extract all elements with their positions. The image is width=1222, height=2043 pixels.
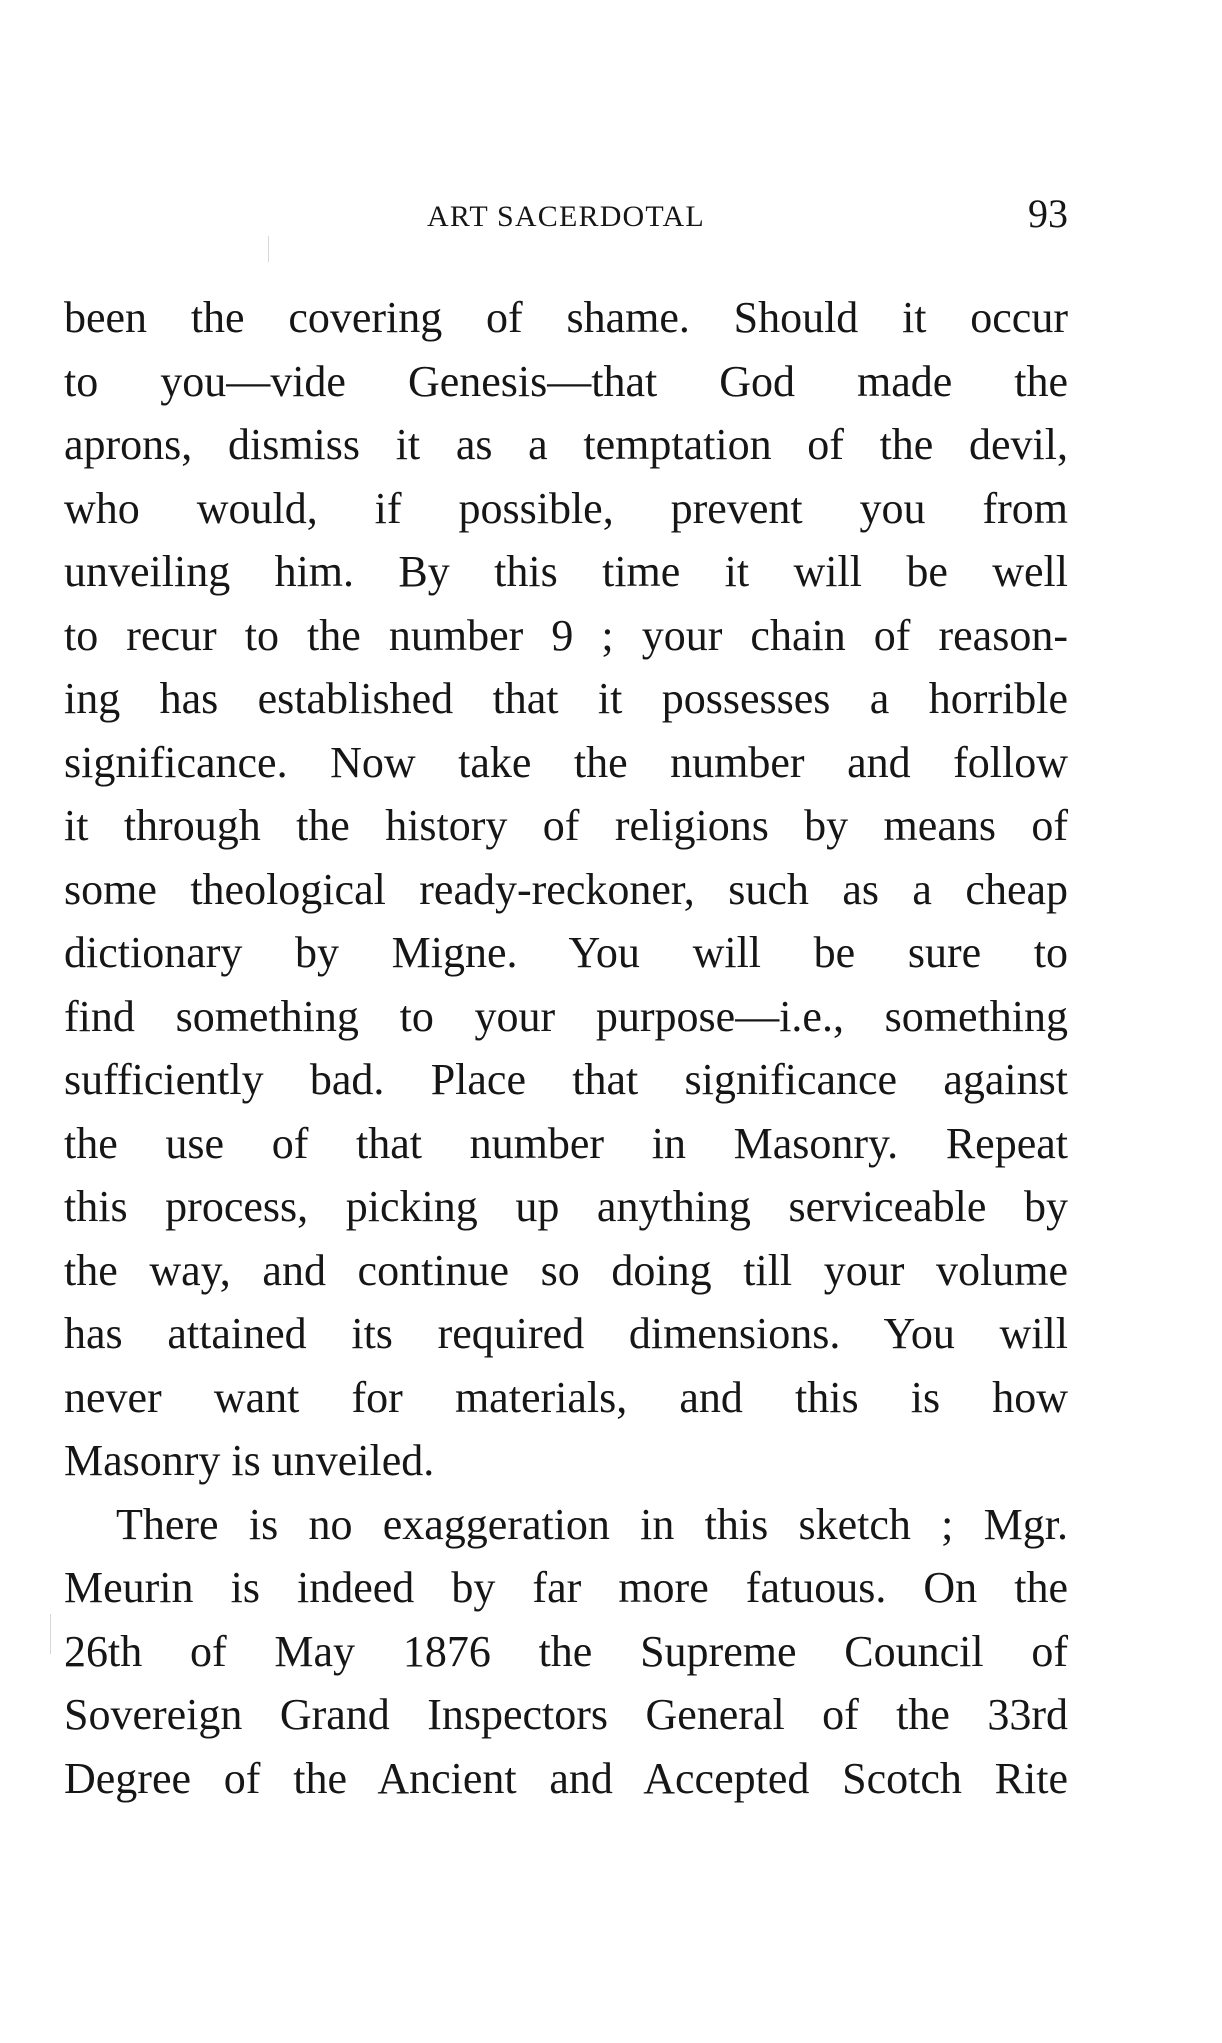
text-line: who would, if possible, prevent you from (64, 483, 1068, 533)
running-head (64, 188, 1068, 248)
text-line: it through the history of religions by means of (64, 801, 1068, 850)
text-line: to recur to the number 9 ; your chain of reason- (64, 610, 1068, 660)
text-line: unveiling him. By this time it will be well (64, 547, 1068, 596)
text-line: Meurin is indeed by far more fatuous. On the (64, 1563, 1068, 1612)
body-text (64, 286, 1068, 1810)
paragraph (64, 1493, 1068, 1811)
text-line: ing has established that it possesses a horrible (64, 674, 1068, 723)
text-line: 26th of May 1876 the Supreme Council of (64, 1626, 1068, 1676)
text-line: has attained its required dimensions. You will (64, 1309, 1068, 1358)
paragraph (64, 286, 1068, 1493)
text-line: There is no exaggeration in this sketch ; Mgr. (116, 1499, 1068, 1549)
text-line: dictionary by Migne. You will be sure to (64, 928, 1068, 977)
text-line: find something to your purpose—i.e., something (64, 991, 1068, 1041)
text-line: this process, picking up anything serviceable by (64, 1182, 1068, 1231)
text-line: some theological ready-reckoner, such as a cheap (64, 864, 1068, 914)
text-line: Sovereign Grand Inspectors General of the 33rd (64, 1690, 1068, 1739)
text-line: been the covering of shame. Should it occur (64, 293, 1068, 342)
text-line: Degree of the Ancient and Accepted Scotch Rite (64, 1753, 1068, 1803)
text-line: sufficiently bad. Place that significance against (64, 1055, 1068, 1104)
text-line: aprons, dismiss it as a temptation of the devil, (64, 420, 1068, 469)
text-line: significance. Now take the number and follow (64, 737, 1068, 787)
page-number: 93 (1028, 191, 1068, 236)
text-line: Masonry is unveiled. (64, 1436, 435, 1485)
scan-edge-mark (50, 1614, 51, 1654)
running-title: ART SACERDOTAL (427, 200, 705, 233)
text-line: never want for materials, and this is how (64, 1372, 1068, 1422)
text-line: to you—vide Genesis—that God made the (64, 356, 1068, 406)
text-line: the way, and continue so doing till your volume (64, 1245, 1068, 1295)
text-line: the use of that number in Masonry. Repeat (64, 1118, 1068, 1168)
